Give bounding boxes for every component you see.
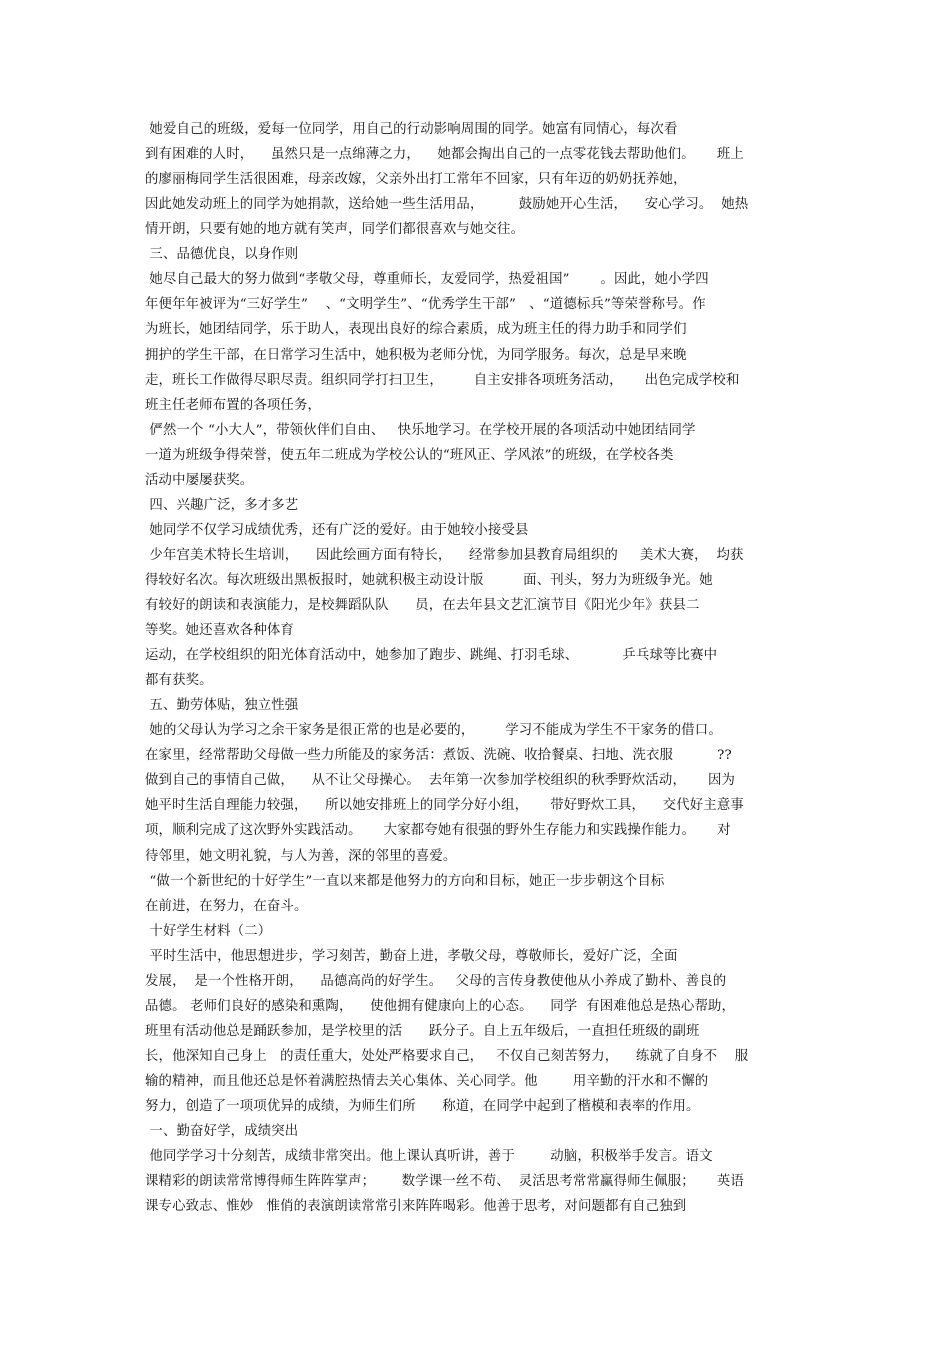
text-line: 走，班长工作做得尽职尽责。组织同学打扫卫生， 自主安排各项班务活动， 出色完成学校和 bbox=[145, 372, 740, 388]
text-line: 活动中屡屡获奖。 bbox=[145, 472, 254, 488]
text-line: 俨然一个 “小大人”，带领伙伴们自由、 快乐地学习。在学校开展的各项活动中她团结同学 bbox=[145, 422, 696, 438]
text-line: 他同学学习十分刻苦，成绩非常突出。他上课认真听讲，善于 动脑，积极举手发言。语文 bbox=[145, 1149, 713, 1164]
text-line: 少年宫美术特长生培训， 因此绘画方面有特长， 经常参加县教育局组织的 美术大赛， 均获 bbox=[145, 547, 744, 563]
text-line: 运动，在学校组织的阳光体育活动中，她参加了跑步、跳绳、打羽毛球、 乒乓球等比赛中 bbox=[145, 648, 718, 664]
text-line: 做到自己的事情自己做， 从不让父母操心。 去年第一次参加学校组织的秋季野炊活动， 因为 bbox=[145, 773, 736, 789]
text-line: 有较好的朗读和表演能力，是校舞蹈队队 员，在去年县文艺汇演节目《阳光少年》获县二 bbox=[145, 598, 700, 613]
text-line: 等奖。她还喜欢各种体育 bbox=[145, 623, 294, 638]
text-line: 三、品德优良，以身作则 bbox=[145, 247, 299, 263]
text-line: 得较好名次。每次班级出黑板报时，她就积极主动设计版 面、刊头，努力为班级争光。她 bbox=[145, 572, 713, 588]
text-line: 拥护的学生干部，在日常学习生活中，她积极为老师分忧，为同学服务。每次，总是早来晚 bbox=[145, 347, 687, 363]
text-line: 品德。 老师们良好的感染和熏陶， 使他拥有健康向上的心态。 同学 有困难他总是热心帮助， bbox=[145, 998, 736, 1014]
text-line: 一道为班级争得荣誉，使五年二班成为学校公认的“班风正、学风浓”的班级，在学校各类 bbox=[145, 447, 674, 463]
text-line: 为班长，她团结同学，乐于助人，表现出良好的综合素质，成为班主任的得力助手和同学们 bbox=[145, 322, 687, 338]
text-line: 都有获奖。 bbox=[145, 673, 213, 689]
text-line: 她爱自己的班级，爱每一位同学，用自己的行动影响周围的同学。她富有同情心，每次看 bbox=[145, 122, 678, 137]
text-line: 五、勤劳体贴，独立性强 bbox=[145, 698, 299, 714]
text-line: 努力，创造了一项项优异的成绩，为师生们所 称道，在同学中起到了楷模和表率的作用。 bbox=[145, 1099, 700, 1114]
text-line: 年便年年被评为“三好学生” 、“文明学生”、“优秀学生干部” 、“道德标兵”等荣誉称号。作 bbox=[145, 297, 706, 313]
text-line: 平时生活中，他思想进步，学习刻苦，勤奋上进，孝敬父母，尊敬师长，爱好广泛，全面 bbox=[145, 948, 678, 964]
text-line: 情开朗，只要有她的地方就有笑声，同学们都很喜欢与她交往。 bbox=[145, 222, 525, 238]
text-line: 在前进，在努力，在奋斗。 bbox=[145, 898, 308, 914]
text-line: 四、兴趣广泛，多才多艺 bbox=[145, 497, 299, 513]
text-line: 到有困难的人时， 虽然只是一点绵薄之力， 她都会掏出自己的一点零花钱去帮助他们。 班上 bbox=[145, 147, 744, 163]
text-line: 因此她发动班上的同学为她捐款，送给她一些生活用品， 鼓励她开心生活， 安心学习。 她热 bbox=[145, 197, 749, 213]
text-line: 的廖丽梅同学生活很困难，母亲改嫁，父亲外出打工常年不回家，只有年迈的奶奶抚养她， bbox=[145, 172, 687, 188]
text-line: 课专心致志、惟妙 惟俏的表演朗读常常引来阵阵喝彩。他善于思考，对问题都有自己独到 bbox=[145, 1199, 687, 1215]
text-line: 十好学生材料（二） bbox=[145, 923, 272, 939]
text-line: 项，顺利完成了这次野外实践活动。 大家都夸她有很强的野外生存能力和实践操作能力。 对 bbox=[145, 823, 731, 839]
text-line: 发展， 是一个性格开朗， 品德高尚的好学生。 父母的言传身教使他从小养成了勤朴、善良的 bbox=[145, 973, 727, 989]
text-line: 她的父母认为学习之余干家务是很正常的也是必要的， 学习不能成为学生不干家务的借口。 bbox=[145, 723, 722, 739]
text-line: 她平时生活自理能力较强， 所以她安排班上的同学分好小组， 带好野炊工具， 交代好主意事 bbox=[145, 798, 744, 814]
text-line: “做一个新世纪的十好学生”一直以来都是他努力的方向和目标，她正一步步朝这个目标 bbox=[145, 873, 665, 889]
text-line: 她尽自己最大的努力做到“孝敬父母，尊重师长，友爱同学，热爱祖国” 。因此，她小学四 bbox=[145, 272, 709, 288]
text-line: 课精彩的朗读常常博得师生阵阵掌声； 数学课一丝不苟、 灵活思考常常赢得师生佩服； 英语 bbox=[145, 1174, 744, 1190]
text-line: 一、勤奋好学，成绩突出 bbox=[145, 1124, 299, 1139]
text-line: 长，他深知自己身上 的责任重大，处处严格要求自己， 不仅自己刻苦努力， 练就了自身不 服 bbox=[145, 1048, 749, 1064]
text-line: 她同学不仅学习成绩优秀，还有广泛的爱好。由于她较小接受县 bbox=[145, 522, 529, 538]
text-line: 待邻里，她文明礼貌，与人为善，深的邻里的喜爱。 bbox=[145, 848, 457, 864]
text-line: 在家里，经常帮助父母做一些力所能及的家务活：煮饭、洗碗、收拾餐桌、扫地、洗衣服 ?? bbox=[145, 748, 732, 764]
text-line: 输的精神，而且他还总是怀着满腔热情去关心集体、关心同学。他 用辛勤的汗水和不懈的 bbox=[145, 1073, 709, 1089]
text-line: 班主任老师布置的各项任务， bbox=[145, 397, 322, 413]
text-line: 班里有活动他总是踊跃参加，是学校里的活 跃分子。自上五年级后，一直担任班级的副班 bbox=[145, 1023, 700, 1039]
